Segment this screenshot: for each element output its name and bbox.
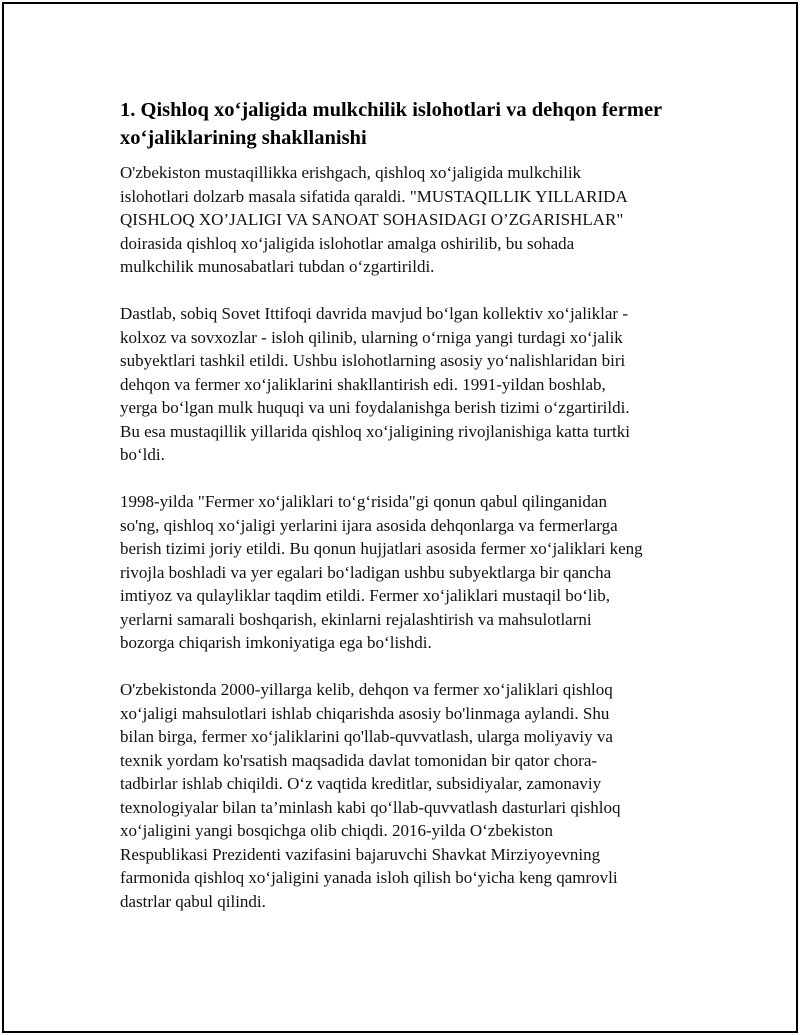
document-body [120, 96, 700, 937]
paragraph-2: Dastlab, sobiq Sovet Ittifoqi davrida mavjud bo‘lgan kollektiv xo‘jaliklar - kolxoz va sovxozlar - isloh qilinib, ularning o‘rniga yangi turdagi xo‘jalik subyektlari tashkil etildi. Ushbu islohotlarning asosiy yo‘nalishlaridan biri dehqon va fermer xo‘jaliklarini shakllantirish edi. 1991-yildan boshlab, yerga bo‘lgan mulk huquqi va uni foydalanishga berish tizimi o‘zgartirildi. Bu esa mustaqillik yillarida qishloq xo‘jaligining rivojlanishiga katta turtki bo‘ldi. [120, 304, 630, 464]
page-frame [2, 2, 798, 1033]
document-title: 1. Qishloq xo‘jaligida mulkchilik islohotlari va dehqon fermer xo‘jaliklarining shakllanishi [120, 99, 662, 149]
paragraph-3: 1998-yilda "Fermer xo‘jaliklari to‘g‘risida"gi qonun qabul qilinganidan so'ng, qishloq xo‘jaligi yerlarini ijara asosida dehqonlarga va fermerlarga berish tizimi joriy etildi. Bu qonun hujjatlari asosida fermer xo‘jaliklari keng rivojla boshladi va yer egalari bo‘ladigan ushbu subyektlarga bir qancha imtiyoz va qulayliklar taqdim etildi. Fermer xo‘jaliklari mustaqil bo‘lib, yerlarni samarali boshqarish, ekinlarni rejalashtirish va mahsulotlarni bozorga chiqarish imkoniyatiga ega bo‘lishdi. [120, 492, 643, 652]
paragraph-4: O'zbekistonda 2000-yillarga kelib, dehqon va fermer xo‘jaliklari qishloq xo‘jaligi mahsulotlari ishlab chiqarishda asosiy bo'linmaga aylandi. Shu bilan birga, fermer xo‘jaliklarini qo'llab-quvvatlash, ularga moliyaviy va texnik yordam ko'rsatish maqsadida davlat tomonidan bir qator chora- tadbirlar ishlab chiqildi. O‘z vaqtida kreditlar, subsidiyalar, zamonaviy texnologiyalar bilan ta’minlash kabi qo‘llab-quvvatlash dasturlari qishloq xo‘jaligini yangi bosqichga olib chiqdi. 2016-yilda O‘zbekiston Respublikasi Prezidenti vazifasini bajaruvchi Shavkat Mirziyoyevning farmonida qishloq xo‘jaligini yanada isloh qilish bo‘yicha keng qamrovli dastrlar qabul qilindi. [120, 680, 621, 911]
paragraph-1: O'zbekiston mustaqillikka erishgach, qishloq xo‘jaligida mulkchilik islohotlari dolzarb masala sifatida qaraldi. "MUSTAQILLIK YILLARIDA QISHLOQ XO’JALIGI VA SANOAT SOHASIDAGI O’ZGARISHLAR" doirasida qishloq xo‘jaligida islohotlar amalga oshirilib, bu sohada mulkchilik munosabatlari tubdan o‘zgartirildi. [120, 163, 628, 276]
